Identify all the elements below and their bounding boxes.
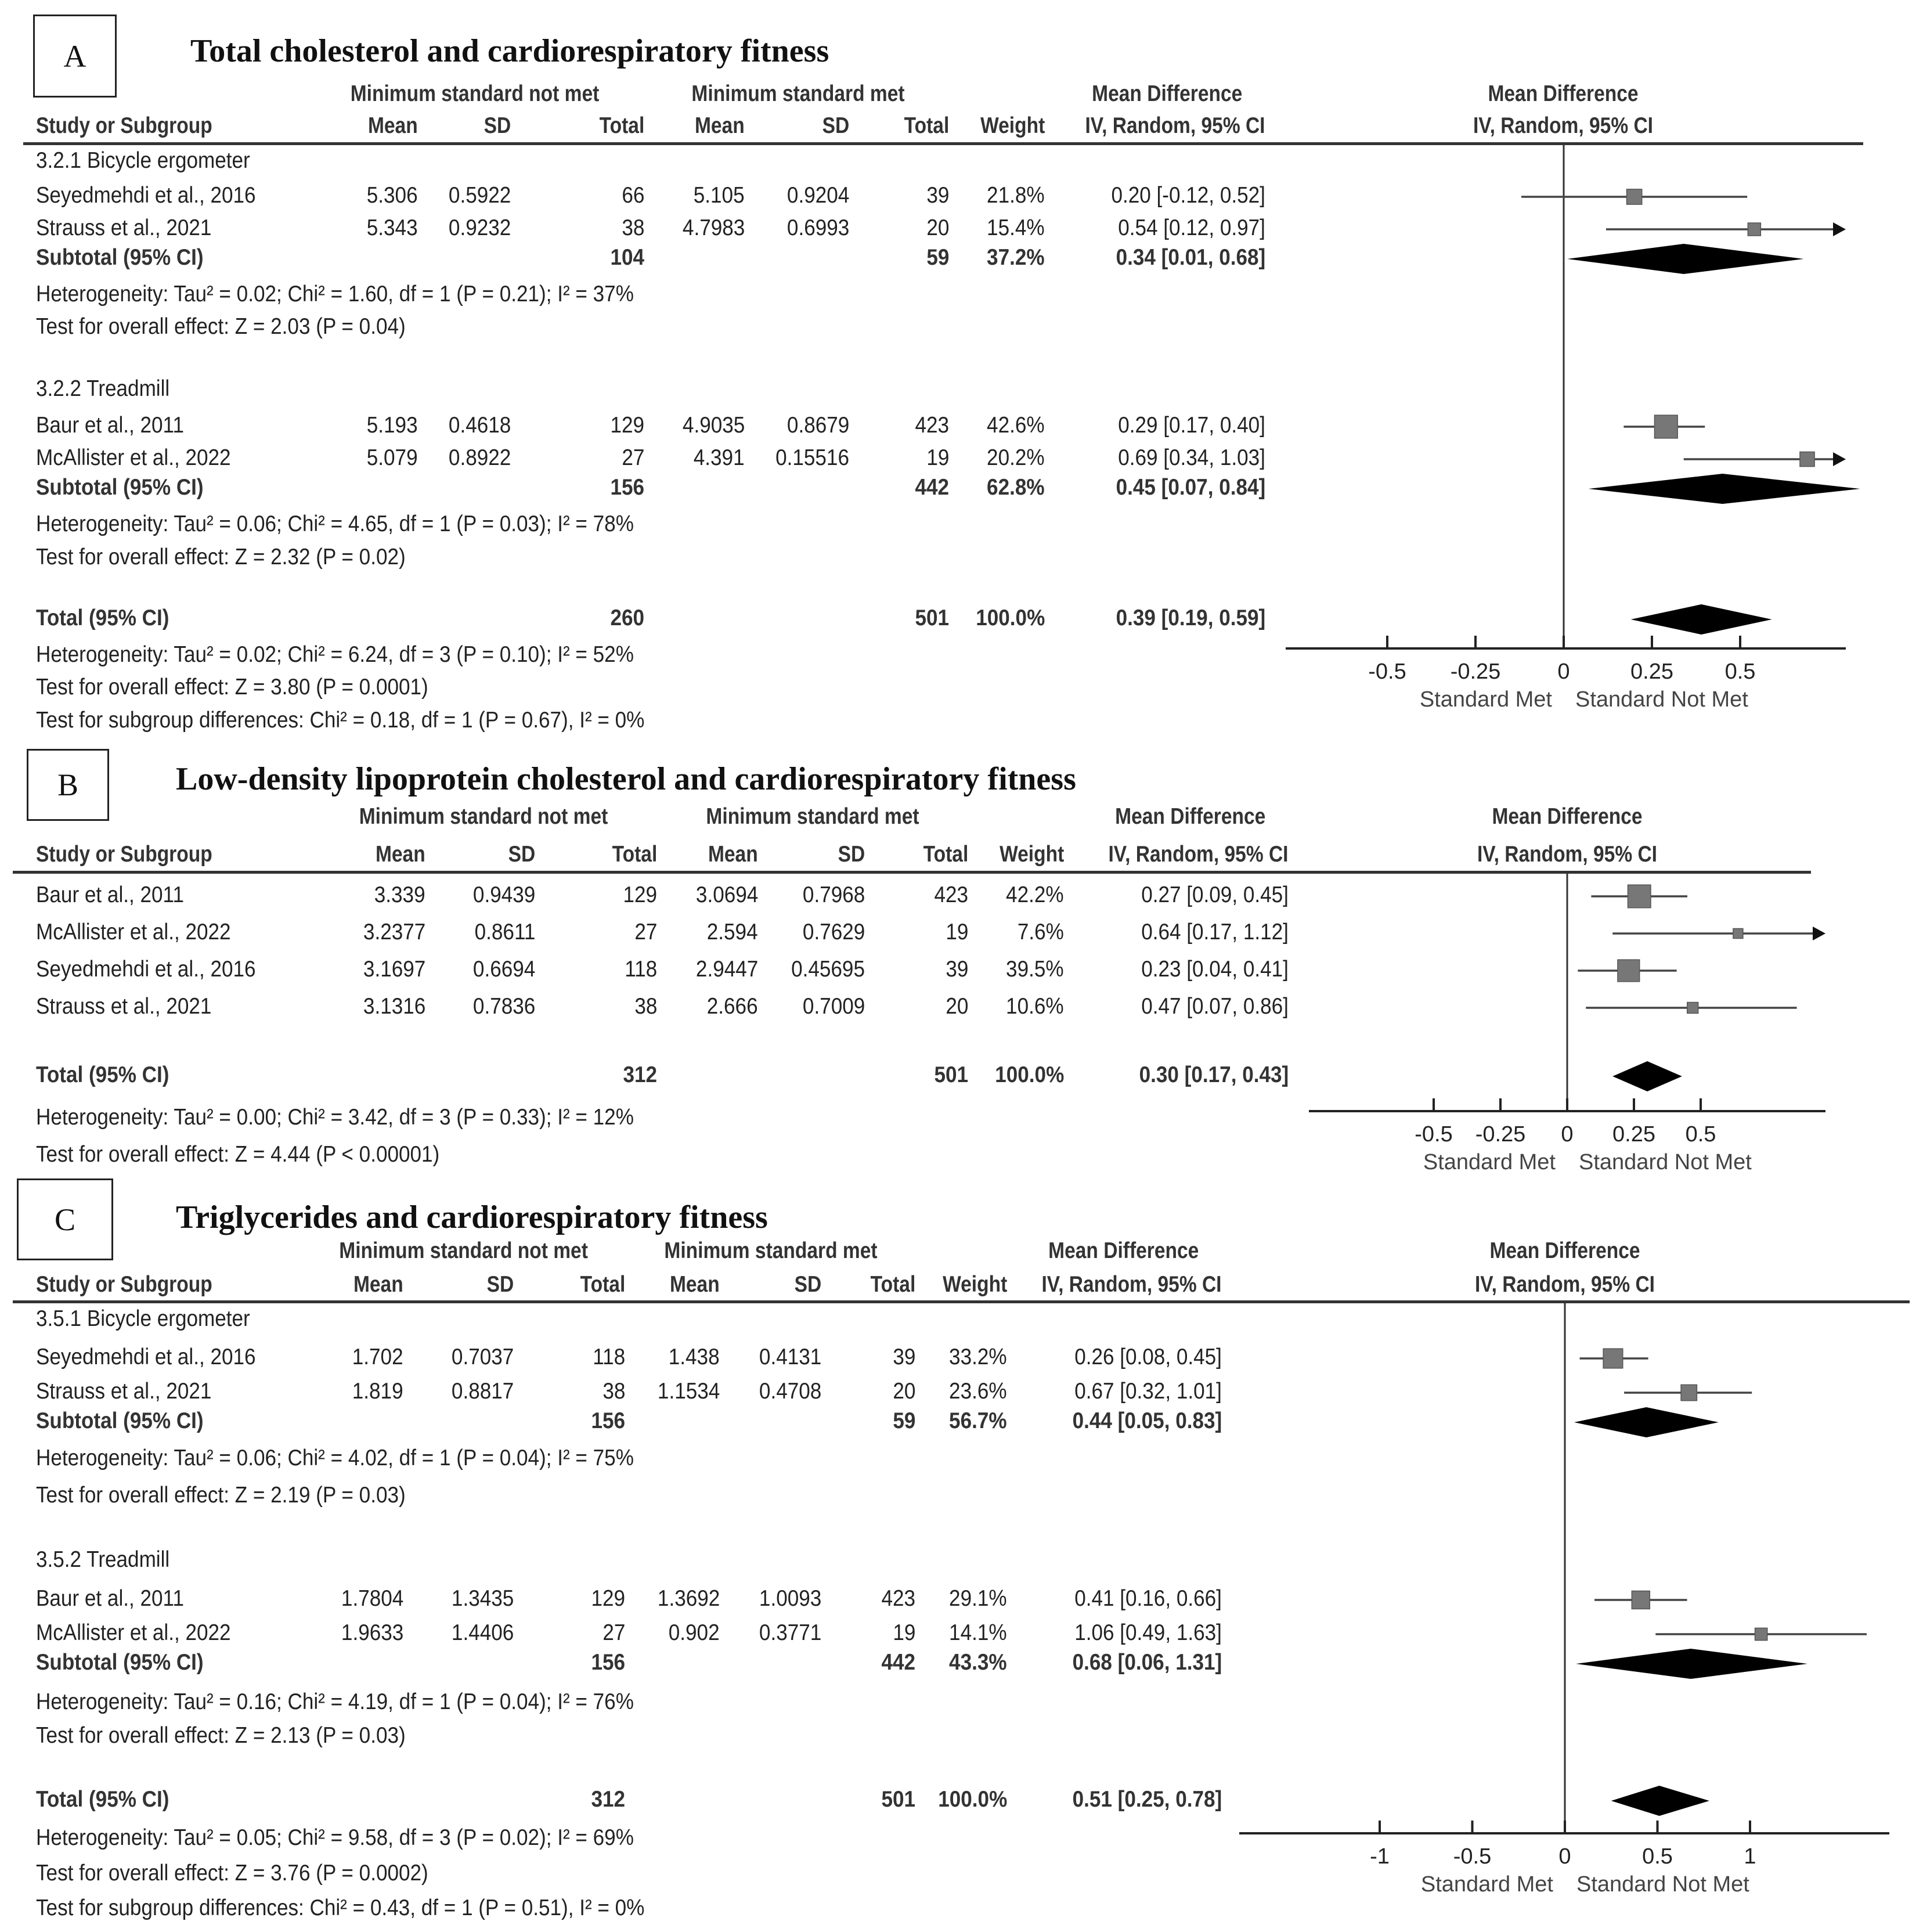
sd1-value: 0.8922	[448, 445, 511, 470]
summary-diamond	[1589, 474, 1860, 504]
subtotal-label: Subtotal (95% CI)	[36, 245, 204, 270]
total2-value: 423	[915, 413, 949, 438]
total2-value: 39	[892, 1345, 915, 1369]
ci-value: 0.47 [0.07, 0.86]	[1141, 994, 1289, 1019]
sd2-column-header: SD	[822, 113, 849, 138]
weight-value: 14.1%	[949, 1620, 1007, 1645]
plot-method-header: IV, Random, 95% CI	[1473, 113, 1654, 138]
study-name: Baur et al., 2011	[36, 882, 184, 907]
plot-mean-difference-header: Mean Difference	[1488, 81, 1639, 106]
point-estimate-square	[1800, 452, 1814, 466]
total1-value: 38	[621, 215, 644, 240]
panel-label-box	[17, 1178, 113, 1260]
summary-diamond	[1567, 244, 1803, 274]
sd2-value: 0.7968	[802, 882, 865, 907]
footer-statistic: Test for subgroup differences: Chi² = 0.43, df = 1 (P = 0.51), I² = 0%	[36, 1895, 645, 1920]
total1-value: 129	[591, 1586, 625, 1611]
ci-arrow-icon	[1833, 222, 1846, 236]
subtotal-ci: 0.44 [0.05, 0.83]	[1072, 1408, 1222, 1433]
mean2-value: 4.9035	[682, 413, 745, 438]
mean1-column-header: Mean	[376, 842, 425, 867]
sd1-value: 0.9232	[448, 215, 511, 240]
subtotal-label: Subtotal (95% CI)	[36, 1408, 204, 1433]
sd2-column-header: SD	[838, 842, 865, 867]
point-estimate-square	[1618, 960, 1640, 982]
total-total2: 501	[934, 1062, 968, 1087]
mean2-value: 2.9447	[695, 957, 758, 982]
sd1-value: 0.6694	[472, 957, 535, 982]
total1-value: 27	[634, 920, 657, 945]
study-name: McAllister et al., 2022	[36, 920, 231, 945]
total1-column-header: Total	[599, 113, 644, 138]
subtotal-weight: 56.7%	[949, 1408, 1007, 1433]
point-estimate-square	[1733, 929, 1743, 939]
header-rule	[13, 871, 1811, 874]
summary-diamond	[1612, 1061, 1682, 1091]
weight-column-header: Weight	[980, 113, 1045, 138]
panel-letter: A	[63, 38, 86, 74]
mean1-value: 1.7804	[341, 1586, 403, 1611]
subtotal-weight: 43.3%	[949, 1650, 1007, 1675]
x-axis-label-left: Standard Met	[1420, 1872, 1553, 1897]
plot-mean-difference-header: Mean Difference	[1492, 804, 1643, 829]
x-tick-label: 0	[1557, 659, 1570, 684]
total-total2: 501	[915, 605, 949, 630]
total2-value: 20	[945, 994, 968, 1019]
x-tick-label: 0	[1558, 1844, 1571, 1869]
total-ci: 0.39 [0.19, 0.59]	[1116, 605, 1265, 630]
total1-value: 27	[602, 1620, 625, 1645]
ci-arrow-icon	[1813, 927, 1825, 940]
x-axis-label-right: Standard Not Met	[1575, 687, 1748, 712]
sd1-value: 0.7836	[472, 994, 535, 1019]
point-estimate-square	[1748, 223, 1760, 236]
total1-column-header: Total	[580, 1272, 625, 1297]
sd1-value: 1.4406	[451, 1620, 514, 1645]
total1-value: 38	[634, 994, 657, 1019]
ci-value: 0.64 [0.17, 1.12]	[1141, 920, 1289, 945]
ci-value: 0.27 [0.09, 0.45]	[1141, 882, 1289, 907]
panel-title: Low-density lipoprotein cholesterol and cardiorespiratory fitness	[176, 761, 1076, 797]
sd2-value: 0.45695	[791, 957, 865, 982]
x-axis-label-right: Standard Not Met	[1576, 1872, 1749, 1897]
subgroup-label: 3.5.2 Treadmill	[36, 1547, 170, 1572]
total-label: Total (95% CI)	[36, 1062, 169, 1087]
ci-column-header: IV, Random, 95% CI	[1041, 1272, 1222, 1297]
plot-method-header: IV, Random, 95% CI	[1477, 842, 1658, 867]
mean-difference-header: Mean Difference	[1048, 1238, 1199, 1263]
point-estimate-square	[1627, 189, 1642, 204]
study-name: Baur et al., 2011	[36, 413, 184, 438]
sd2-column-header: SD	[794, 1272, 821, 1297]
group2-header: Minimum standard met	[706, 804, 919, 829]
weight-value: 33.2%	[949, 1345, 1007, 1369]
ci-value: 0.54 [0.12, 0.97]	[1118, 215, 1265, 240]
mean2-value: 2.594	[707, 920, 758, 945]
x-axis-label-left: Standard Met	[1423, 1150, 1556, 1174]
subgroup-label: 3.2.1 Bicycle ergometer	[36, 148, 250, 173]
group1-header: Minimum standard not met	[350, 81, 600, 106]
mean2-value: 2.666	[707, 994, 758, 1019]
x-tick-label: 0	[1561, 1122, 1574, 1147]
x-tick-label: -0.5	[1453, 1844, 1492, 1869]
mean2-value: 0.902	[669, 1620, 720, 1645]
subgroup-label: 3.5.1 Bicycle ergometer	[36, 1306, 250, 1331]
x-axis-label-left: Standard Met	[1419, 687, 1552, 712]
x-tick-label: -0.25	[1450, 659, 1501, 684]
weight-value: 10.6%	[1006, 994, 1064, 1019]
weight-value: 42.6%	[987, 413, 1045, 438]
plot-mean-difference-header: Mean Difference	[1489, 1238, 1640, 1263]
sd2-value: 0.9204	[786, 183, 849, 208]
mean2-value: 1.3692	[657, 1586, 720, 1611]
sd2-value: 0.8679	[786, 413, 849, 438]
ci-value: 0.67 [0.32, 1.01]	[1074, 1379, 1222, 1404]
ci-value: 0.20 [-0.12, 0.52]	[1111, 183, 1265, 208]
total-weight: 100.0%	[975, 605, 1045, 630]
point-estimate-square	[1681, 1385, 1697, 1400]
ci-column-header: IV, Random, 95% CI	[1108, 842, 1289, 867]
footer-statistic: Test for subgroup differences: Chi² = 0.18, df = 1 (P = 0.67), I² = 0%	[36, 708, 645, 733]
study-name: Strauss et al., 2021	[36, 215, 212, 240]
total2-value: 423	[881, 1586, 915, 1611]
total2-value: 20	[926, 215, 949, 240]
weight-value: 21.8%	[987, 183, 1045, 208]
weight-value: 23.6%	[949, 1379, 1007, 1404]
sd2-value: 0.6993	[786, 215, 849, 240]
subtotal-total1: 156	[610, 475, 644, 500]
sd1-value: 0.8611	[474, 920, 535, 945]
footer-statistic: Test for overall effect: Z = 4.44 (P < 0.00001)	[36, 1142, 440, 1167]
mean1-column-header: Mean	[368, 113, 418, 138]
panel-letter: C	[54, 1202, 76, 1237]
total2-value: 39	[945, 957, 968, 982]
x-tick-label: -0.5	[1368, 659, 1406, 684]
study-name: Seyedmehdi et al., 2016	[36, 183, 256, 208]
mean2-value: 4.391	[694, 445, 745, 470]
subtotal-ci: 0.45 [0.07, 0.84]	[1116, 475, 1265, 500]
point-estimate-square	[1755, 1628, 1767, 1640]
total-label: Total (95% CI)	[36, 605, 169, 630]
weight-value: 29.1%	[949, 1586, 1007, 1611]
subtotal-total2: 59	[926, 245, 949, 270]
footer-statistic: Heterogeneity: Tau² = 0.02; Chi² = 6.24, df = 3 (P = 0.10); I² = 52%	[36, 642, 634, 667]
x-tick-label: -0.25	[1475, 1122, 1526, 1147]
x-tick-label: 0.5	[1724, 659, 1756, 684]
group2-header: Minimum standard met	[664, 1238, 878, 1263]
x-axis-label-right: Standard Not Met	[1579, 1150, 1752, 1174]
weight-column-header: Weight	[999, 842, 1064, 867]
point-estimate-square	[1687, 1003, 1698, 1014]
total-ci: 0.30 [0.17, 0.43]	[1139, 1062, 1289, 1087]
study-name: Seyedmehdi et al., 2016	[36, 957, 256, 982]
x-tick-label: 0.5	[1685, 1122, 1716, 1147]
subtotal-total1: 156	[591, 1408, 625, 1433]
study-name: Strauss et al., 2021	[36, 1379, 212, 1404]
mean1-value: 1.702	[352, 1345, 403, 1369]
sd2-value: 1.0093	[759, 1586, 821, 1611]
sd2-value: 0.4131	[759, 1345, 821, 1369]
subtotal-label: Subtotal (95% CI)	[36, 1650, 204, 1675]
footer-statistic: Test for overall effect: Z = 3.76 (P = 0.0002)	[36, 1861, 428, 1886]
total1-value: 66	[621, 183, 644, 208]
mean2-value: 4.7983	[682, 215, 745, 240]
heterogeneity-text: Heterogeneity: Tau² = 0.06; Chi² = 4.65, df = 1 (P = 0.03); I² = 78%	[36, 511, 634, 536]
ci-value: 0.41 [0.16, 0.66]	[1074, 1586, 1222, 1611]
total2-value: 423	[934, 882, 968, 907]
study-column-header: Study or Subgroup	[36, 113, 212, 138]
ci-column-header: IV, Random, 95% CI	[1085, 113, 1265, 138]
group2-header: Minimum standard met	[691, 81, 905, 106]
sd2-value: 0.15516	[775, 445, 849, 470]
group1-header: Minimum standard not met	[339, 1238, 588, 1263]
mean2-column-header: Mean	[708, 842, 758, 867]
mean2-value: 1.1534	[657, 1379, 720, 1404]
sd1-column-header: SD	[486, 1272, 514, 1297]
subtotal-weight: 62.8%	[987, 475, 1045, 500]
plot-method-header: IV, Random, 95% CI	[1474, 1272, 1655, 1297]
mean1-value: 5.193	[367, 413, 418, 438]
heterogeneity-text: Heterogeneity: Tau² = 0.06; Chi² = 4.02, df = 1 (P = 0.04); I² = 75%	[36, 1446, 634, 1470]
subtotal-weight: 37.2%	[987, 245, 1045, 270]
total-total1: 312	[623, 1062, 657, 1087]
study-column-header: Study or Subgroup	[36, 842, 212, 867]
footer-statistic: Test for overall effect: Z = 3.80 (P = 0.0001)	[36, 675, 428, 700]
total1-column-header: Total	[612, 842, 657, 867]
mean2-value: 3.0694	[695, 882, 758, 907]
x-tick-label: 1	[1744, 1844, 1756, 1869]
total-total2: 501	[881, 1787, 915, 1812]
heterogeneity-text: Heterogeneity: Tau² = 0.16; Chi² = 4.19, df = 1 (P = 0.04); I² = 76%	[36, 1689, 634, 1714]
ci-value: 0.26 [0.08, 0.45]	[1074, 1345, 1222, 1369]
total-total1: 312	[591, 1787, 625, 1812]
total1-value: 27	[621, 445, 644, 470]
heterogeneity-text: Heterogeneity: Tau² = 0.02; Chi² = 1.60, df = 1 (P = 0.21); I² = 37%	[36, 282, 634, 307]
summary-diamond	[1631, 604, 1772, 635]
weight-value: 39.5%	[1006, 957, 1064, 982]
weight-value: 20.2%	[987, 445, 1045, 470]
header-rule	[23, 142, 1863, 145]
subtotal-total2: 442	[881, 1650, 915, 1675]
footer-statistic: Heterogeneity: Tau² = 0.00; Chi² = 3.42, df = 3 (P = 0.33); I² = 12%	[36, 1105, 634, 1130]
x-tick-label: -1	[1370, 1844, 1390, 1869]
mean2-column-header: Mean	[670, 1272, 720, 1297]
mean1-value: 3.2377	[363, 920, 425, 945]
ci-value: 0.69 [0.34, 1.03]	[1118, 445, 1265, 470]
weight-value: 15.4%	[987, 215, 1045, 240]
mean2-value: 1.438	[669, 1345, 720, 1369]
sd2-value: 0.7009	[802, 994, 865, 1019]
total2-column-header: Total	[923, 842, 968, 867]
study-name: McAllister et al., 2022	[36, 1620, 231, 1645]
mean1-value: 5.079	[367, 445, 418, 470]
study-name: McAllister et al., 2022	[36, 445, 231, 470]
sd2-value: 0.4708	[759, 1379, 821, 1404]
sd1-value: 0.8817	[451, 1379, 514, 1404]
total2-value: 19	[892, 1620, 915, 1645]
sd1-value: 0.7037	[451, 1345, 514, 1369]
sd1-value: 0.5922	[448, 183, 511, 208]
mean-difference-header: Mean Difference	[1114, 804, 1265, 829]
point-estimate-square	[1603, 1349, 1623, 1368]
sd1-value: 0.9439	[472, 882, 535, 907]
summary-diamond	[1574, 1407, 1719, 1437]
panel-title: Triglycerides and cardiorespiratory fitness	[176, 1199, 768, 1235]
mean1-value: 3.339	[374, 882, 425, 907]
total2-column-header: Total	[870, 1272, 915, 1297]
x-tick-label: 0.25	[1612, 1122, 1655, 1147]
total1-value: 129	[623, 882, 657, 907]
subtotal-label: Subtotal (95% CI)	[36, 475, 204, 500]
weight-value: 42.2%	[1006, 882, 1064, 907]
total1-value: 118	[593, 1345, 625, 1369]
ci-value: 1.06 [0.49, 1.63]	[1074, 1620, 1222, 1645]
total-weight: 100.0%	[994, 1062, 1064, 1087]
mean1-value: 3.1316	[363, 994, 425, 1019]
footer-statistic: Heterogeneity: Tau² = 0.05; Chi² = 9.58, df = 3 (P = 0.02); I² = 69%	[36, 1825, 634, 1850]
ci-value: 0.29 [0.17, 0.40]	[1118, 413, 1265, 438]
mean2-column-header: Mean	[695, 113, 745, 138]
mean2-value: 5.105	[694, 183, 745, 208]
sd1-value: 1.3435	[451, 1586, 514, 1611]
total2-value: 20	[892, 1379, 915, 1404]
mean1-value: 1.9633	[341, 1620, 403, 1645]
x-tick-label: -0.5	[1415, 1122, 1453, 1147]
sd1-column-header: SD	[484, 113, 511, 138]
total2-value: 19	[945, 920, 968, 945]
subtotal-total1: 156	[591, 1650, 625, 1675]
overall-effect-text: Test for overall effect: Z = 2.13 (P = 0.03)	[36, 1723, 406, 1748]
point-estimate-square	[1628, 885, 1650, 907]
panel-letter: B	[57, 767, 79, 802]
total-total1: 260	[610, 605, 644, 630]
sd2-value: 0.7629	[802, 920, 865, 945]
sd1-column-header: SD	[508, 842, 535, 867]
overall-effect-text: Test for overall effect: Z = 2.03 (P = 0.04)	[36, 314, 406, 339]
panel-label-box	[27, 749, 109, 821]
total1-value: 118	[625, 957, 657, 982]
mean1-value: 5.343	[367, 215, 418, 240]
subtotal-ci: 0.68 [0.06, 1.31]	[1072, 1650, 1222, 1675]
total-ci: 0.51 [0.25, 0.78]	[1072, 1787, 1222, 1812]
panel-title: Total cholesterol and cardiorespiratory fitness	[190, 33, 829, 69]
header-rule	[13, 1300, 1910, 1303]
ci-arrow-icon	[1833, 452, 1846, 466]
group1-header: Minimum standard not met	[359, 804, 608, 829]
weight-value: 7.6%	[1017, 920, 1064, 945]
summary-diamond	[1611, 1786, 1709, 1816]
mean1-column-header: Mean	[353, 1272, 403, 1297]
point-estimate-square	[1632, 1591, 1650, 1609]
subtotal-total1: 104	[610, 245, 644, 270]
study-column-header: Study or Subgroup	[36, 1272, 212, 1297]
subgroup-label: 3.2.2 Treadmill	[36, 376, 170, 401]
summary-diamond	[1576, 1649, 1807, 1679]
point-estimate-square	[1654, 415, 1677, 438]
panel-label-box	[33, 15, 117, 98]
ci-value: 0.23 [0.04, 0.41]	[1141, 957, 1289, 982]
mean-difference-header: Mean Difference	[1091, 81, 1242, 106]
subtotal-total2: 442	[915, 475, 949, 500]
sd2-value: 0.3771	[759, 1620, 821, 1645]
mean1-value: 5.306	[367, 183, 418, 208]
subtotal-total2: 59	[892, 1408, 915, 1433]
total1-value: 38	[602, 1379, 625, 1404]
weight-column-header: Weight	[942, 1272, 1007, 1297]
subtotal-ci: 0.34 [0.01, 0.68]	[1116, 245, 1265, 270]
total-weight: 100.0%	[937, 1787, 1007, 1812]
x-tick-label: 0.25	[1630, 659, 1673, 684]
total2-column-header: Total	[904, 113, 949, 138]
sd1-value: 0.4618	[448, 413, 511, 438]
overall-effect-text: Test for overall effect: Z = 2.32 (P = 0.02)	[36, 545, 406, 569]
mean1-value: 3.1697	[363, 957, 425, 982]
total2-value: 19	[926, 445, 949, 470]
study-name: Seyedmehdi et al., 2016	[36, 1345, 256, 1369]
total-label: Total (95% CI)	[36, 1787, 169, 1812]
total2-value: 39	[926, 183, 949, 208]
study-name: Strauss et al., 2021	[36, 994, 212, 1019]
overall-effect-text: Test for overall effect: Z = 2.19 (P = 0.03)	[36, 1483, 406, 1508]
total1-value: 129	[610, 413, 644, 438]
mean1-value: 1.819	[352, 1379, 403, 1404]
study-name: Baur et al., 2011	[36, 1586, 184, 1611]
x-tick-label: 0.5	[1642, 1844, 1673, 1869]
